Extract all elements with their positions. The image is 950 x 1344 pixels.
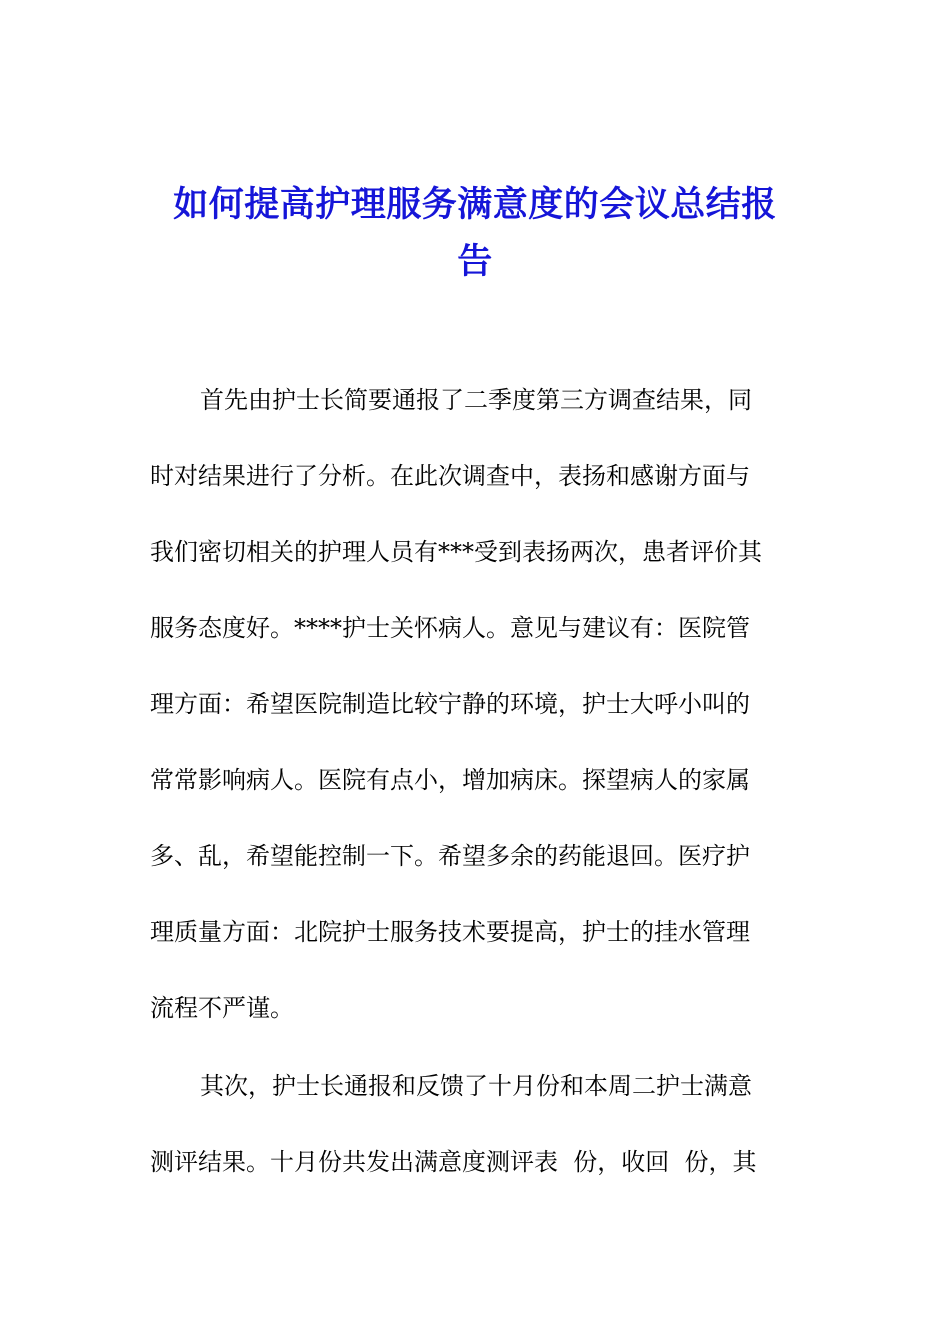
paragraph-1-line: 服务态度好。****护士关怀病人。意见与建议有：医院管 (150, 614, 750, 642)
paragraph-1-line: 多、乱，希望能控制一下。希望多余的药能退回。医疗护 (150, 842, 750, 870)
paragraph-1-line: 我们密切相关的护理人员有***受到表扬两次，患者评价其 (150, 538, 762, 566)
paragraph-1-line: 理质量方面：北院护士服务技术要提高，护士的挂水管理 (150, 918, 750, 946)
paragraph-1-line: 首先由护士长简要通报了二季度第三方调查结果，同 (200, 386, 752, 414)
title-line-2: 告 (457, 241, 493, 282)
document-title (140, 176, 810, 290)
title-line-1: 如何提高护理服务满意度的会议总结报 (173, 184, 777, 225)
paragraph-1-line: 常常影响病人。医院有点小，增加病床。探望病人的家属 (150, 766, 750, 794)
paragraph-1 (150, 362, 795, 1046)
paragraph-1-line: 理方面：希望医院制造比较宁静的环境，护士大呼小叫的 (150, 690, 750, 718)
paragraph-2 (150, 1048, 795, 1200)
paragraph-2-line: 其次，护士长通报和反馈了十月份和本周二护士满意 (200, 1072, 752, 1100)
paragraph-1-line: 时对结果进行了分析。在此次调查中，表扬和感谢方面与 (150, 462, 750, 490)
paragraph-2-line: 测评结果。十月份共发出满意度测评表 份，收回 份，其 (150, 1148, 757, 1176)
paragraph-1-line: 流程不严谨。 (150, 994, 294, 1022)
